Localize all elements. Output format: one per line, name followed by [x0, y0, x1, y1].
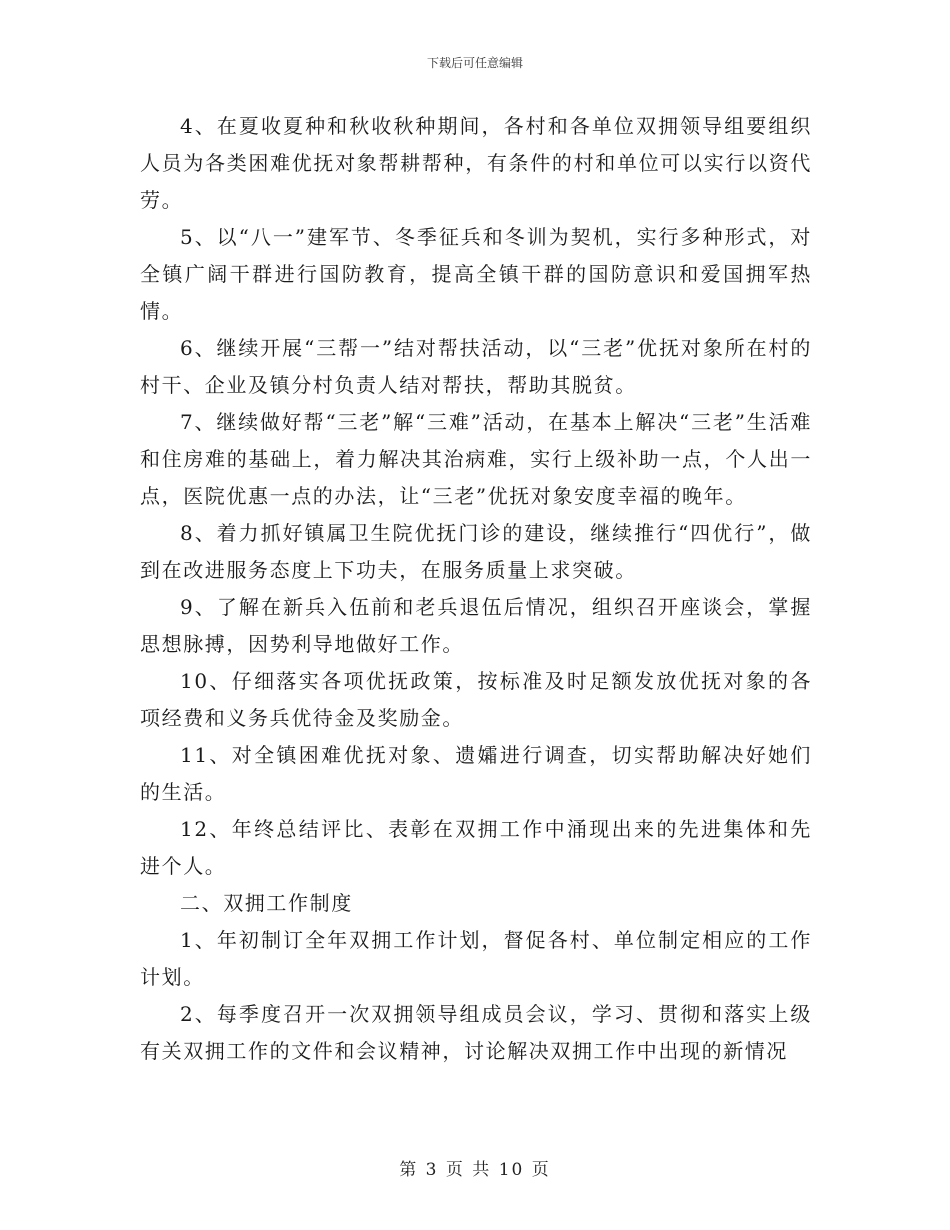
paragraph-system-1: 1、年初制订全年双拥工作计划，督促各村、单位制定相应的工作计划。	[140, 928, 812, 989]
paragraph-item-10: 10、仔细落实各项优抚政策，按标准及时足额发放优抚对象的各项经费和义务兵优待金及奖励金。	[140, 669, 812, 730]
paragraph-item-9: 9、了解在新兵入伍前和老兵退伍后情况，组织召开座谈会，掌握思想脉搏，因势利导地做好工作。	[140, 595, 812, 656]
section-heading-system: 二、双拥工作制度	[180, 891, 353, 915]
paragraph-item-12: 12、年终总结评比、表彰在双拥工作中涌现出来的先进集体和先进个人。	[140, 817, 812, 878]
document-body	[140, 108, 812, 1070]
paragraph-system-2: 2、每季度召开一次双拥领导组成员会议，学习、贯彻和落实上级有关双拥工作的文件和会议精神，讨论解决双拥工作中出现的新情况	[140, 1002, 812, 1063]
paragraph-item-6: 6、继续开展“三帮一”结对帮扶活动，以“三老”优抚对象所在村的村干、企业及镇分村负责人结对帮扶，帮助其脱贫。	[140, 336, 812, 397]
paragraph-item-4: 4、在夏收夏种和秋收秋种期间，各村和各单位双拥领导组要组织人员为各类困难优抚对象帮耕帮种，有条件的村和单位可以实行以资代劳。	[140, 114, 812, 212]
paragraph-item-8: 8、着力抓好镇属卫生院优抚门诊的建设，继续推行“四优行”，做到在改进服务态度上下功夫，在服务质量上求突破。	[140, 521, 812, 582]
page-header: 下载后可任意编辑	[426, 56, 523, 70]
page-footer: 第 3 页 共 10 页	[399, 1160, 551, 1180]
paragraph-item-11: 11、对全镇困难优抚对象、遗孀进行调查，切实帮助解决好她们的生活。	[140, 743, 812, 804]
paragraph-item-5: 5、以“八一”建军节、冬季征兵和冬训为契机，实行多种形式，对全镇广阔干群进行国防教育，提高全镇干群的国防意识和爱国拥军热情。	[140, 225, 812, 323]
paragraph-item-7: 7、继续做好帮“三老”解“三难”活动，在基本上解决“三老”生活难和住房难的基础上，着力解决其治病难，实行上级补助一点，个人出一点，医院优惠一点的办法，让“三老”优抚对象安度幸福的晚年。	[140, 410, 812, 508]
